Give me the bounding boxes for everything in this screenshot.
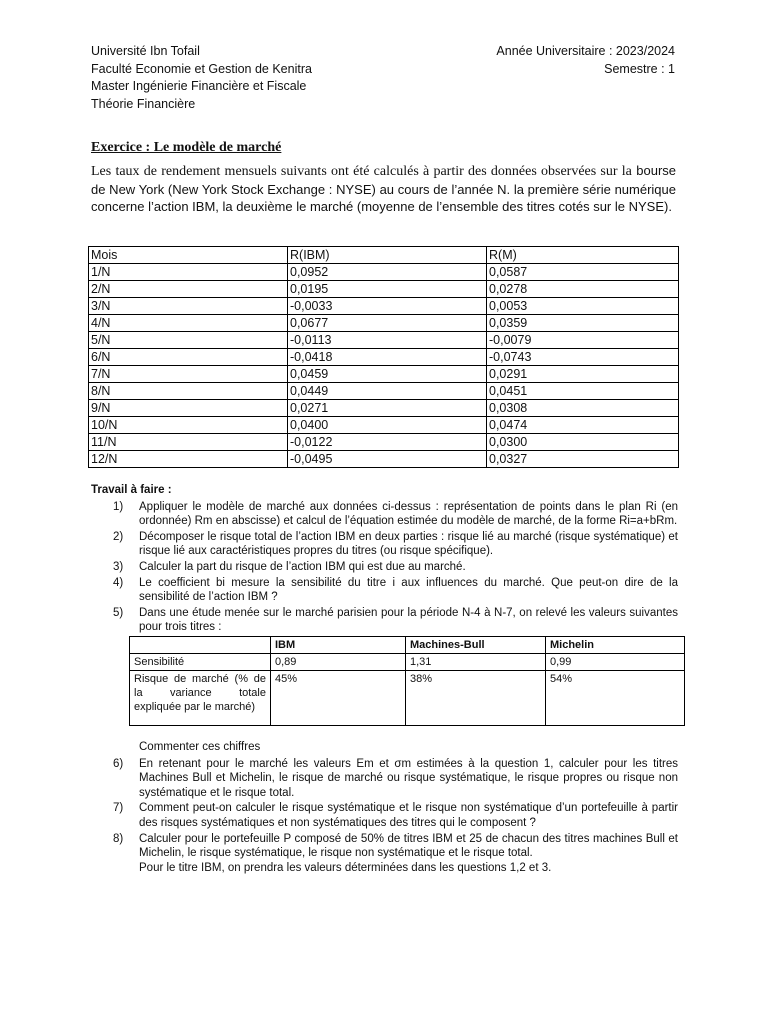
month-cell: 9/N [89,400,288,417]
faculty-name: Faculté Economie et Gestion de Kenitra [91,61,312,76]
task-text: Appliquer le modèle de marché aux données ci-dessus : représentation de points dans le plan Ri (en ordonnée) Rm en abscisse) et calcul de l’équation estimée du modèle de marché, de la forme Ri=a+bRm. [139,500,678,528]
academic-year: Année Universitaire : 2023/2024 [496,44,675,58]
month-cell: 10/N [89,417,288,434]
tasks-heading: Travail à faire : [91,484,172,496]
header-mois: Mois [89,247,288,264]
task-text: Le coefficient bi mesure la sensibilité du titre i aux influences du marché. Que peut-on dire de la sensibilité de l’action IBM ? [139,576,678,604]
market-return-cell: 0,0474 [487,417,679,434]
market-return-cell: -0,0079 [487,332,679,349]
ibm-return-cell: 0,0952 [288,264,487,281]
sens-value-cell: 0,99 [546,653,685,670]
ibm-return-cell: -0,0033 [288,298,487,315]
task-number: 8) [113,832,124,845]
header-r-m: R(M) [487,247,679,264]
table-row [130,670,685,725]
task-item [91,832,678,876]
sensitivity-table-header [130,636,685,653]
returns-table-header [89,247,679,264]
task-text: Décomposer le risque total de l’action IBM en deux parties : risque lié au marché (risque systématique) et risque lié aux caractéristiques propres du titres (ou risque spécifique). [139,530,678,558]
ibm-return-cell: -0,0122 [288,434,487,451]
task-item [91,530,678,559]
ibm-return-cell: 0,0195 [288,281,487,298]
header-left [91,43,312,113]
sens-header-ibm: IBM [271,636,406,653]
market-return-cell: 0,0291 [487,366,679,383]
month-cell: 1/N [89,264,288,281]
ibm-return-cell: -0,0495 [288,451,487,468]
table-row [89,451,679,468]
table-row [89,400,679,417]
task-text: En retenant pour le marché les valeurs Em et σm estimées à la question 1, calculer pour les titres Machines Bull et Michelin, le risque de marché ou risque systématique, le risque propres ou risque non systématique et le risque total. [139,757,678,799]
table-row [89,332,679,349]
market-return-cell: 0,0053 [487,298,679,315]
market-return-cell: 0,0278 [487,281,679,298]
sens-header-empty [130,636,271,653]
month-cell: 8/N [89,383,288,400]
exercise-intro [91,162,676,216]
table-row [89,315,679,332]
market-return-cell: 0,0300 [487,434,679,451]
sens-header-bull: Machines-Bull [406,636,546,653]
month-cell: 5/N [89,332,288,349]
returns-table [88,246,679,468]
month-cell: 7/N [89,366,288,383]
sens-header-michelin: Michelin [546,636,685,653]
master-name: Master Ingénierie Financière et Fiscale [91,79,307,93]
task-item [91,500,678,529]
table-row [89,434,679,451]
market-return-cell: 0,0587 [487,264,679,281]
exercise-title: Exercice : Le modèle de marché [91,140,282,155]
month-cell: 4/N [89,315,288,332]
ibm-return-cell: 0,0459 [288,366,487,383]
sens-value-cell: 38% [406,670,546,725]
market-return-cell: 0,0327 [487,451,679,468]
task-number: 2) [113,530,124,543]
ibm-return-cell: -0,0418 [288,349,487,366]
task-number: 7) [113,802,124,815]
task-number: 5) [113,606,124,619]
task-text: Calculer pour le portefeuille P composé de 50% de titres IBM et 25 de chacun des titres machines Bull et Michelin, le risque systématique, le risque non systématique et le risque total. [139,832,678,860]
task-number: 4) [113,576,124,589]
task-note: Pour le titre IBM, on prendra les valeurs déterminées dans les questions 1,2 et 3. [139,861,552,874]
task-text: Comment peut-on calculer le risque systématique et le risque non systématique d’un portefeuille à partir des risques systématiques et non systématiques des titres qui le composent ? [139,802,678,829]
month-cell: 6/N [89,349,288,366]
course-name: Théorie Financière [91,96,196,111]
table-row [89,366,679,383]
task-number: 3) [113,560,124,573]
month-cell: 11/N [89,434,288,451]
header-r-ibm: R(IBM) [288,247,487,264]
market-return-cell: 0,0359 [487,315,679,332]
table-row [89,281,679,298]
ibm-return-cell: 0,0449 [288,383,487,400]
table-row [89,264,679,281]
table-row [89,383,679,400]
ibm-return-cell: 0,0400 [288,417,487,434]
university-name: Université Ibn Tofail [91,44,200,58]
task-text: Calculer la part du risque de l’action IBM qui est due au marché. [139,560,466,573]
table-row [89,298,679,315]
tasks-section [91,483,678,876]
intro-rest-text: bourse de New York (New York Stock Exchange : NYSE) au cours de l’année N. la première série numérique concerne l’action IBM, la deuxième le marché (moyenne de l’ensemble des titres cotés sur le NYSE). [91,163,676,214]
task-number: 1) [113,500,124,513]
market-return-cell: 0,0308 [487,400,679,417]
month-cell: 2/N [89,281,288,298]
task-item [91,560,678,575]
task-item [91,801,678,830]
semester: Semestre : 1 [604,61,675,76]
task-item [91,606,678,635]
sensitivity-table [129,636,685,726]
ibm-return-cell: 0,0677 [288,315,487,332]
sens-row-label: Risque de marché (% de la variance totale expliquée par le marché) [130,670,271,725]
sens-value-cell: 0,89 [271,653,406,670]
sens-value-cell: 54% [546,670,685,725]
table-row [89,417,679,434]
task-item [91,757,678,801]
market-return-cell: 0,0451 [487,383,679,400]
table-row [89,349,679,366]
task-item [91,576,678,605]
ibm-return-cell: 0,0271 [288,400,487,417]
task-text: Dans une étude menée sur le marché parisien pour la période N-4 à N-7, on relevé les valeurs suivantes pour trois titres : [139,606,678,634]
sens-value-cell: 1,31 [406,653,546,670]
task-number: 6) [113,757,124,770]
sens-value-cell: 45% [271,670,406,725]
month-cell: 3/N [89,298,288,315]
intro-serif-text: Les taux de rendement mensuels suivants ont été calculés à partir des données observées sur la [91,164,632,179]
market-return-cell: -0,0743 [487,349,679,366]
sens-row-label: Sensibilité [130,653,271,670]
table-row [130,653,685,670]
header-right [496,43,675,78]
comment-instruction: Commenter ces chiffres [139,740,261,753]
month-cell: 12/N [89,451,288,468]
ibm-return-cell: -0,0113 [288,332,487,349]
